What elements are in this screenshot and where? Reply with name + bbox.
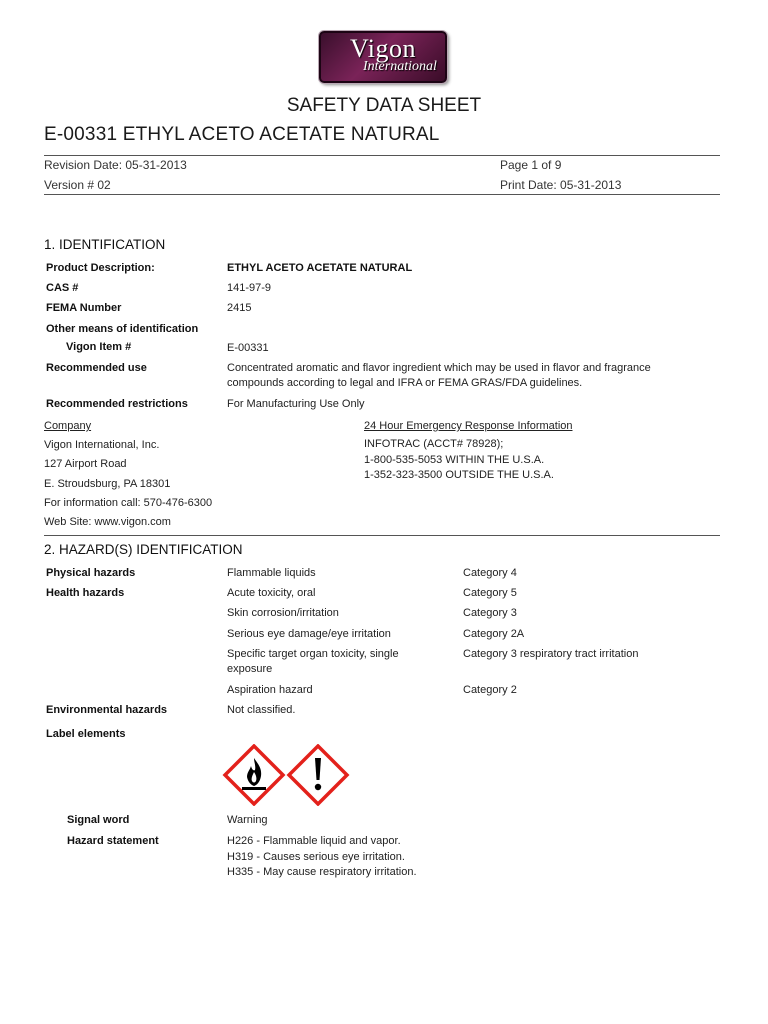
restrictions-value: For Manufacturing Use Only bbox=[227, 398, 365, 410]
company-info-call: For information call: 570-476-6300 bbox=[44, 497, 213, 509]
hazard-row-5-name-line-1: Specific target organ toxicity, single bbox=[227, 648, 399, 660]
other-means-label: Other means of identification bbox=[46, 323, 199, 335]
hazard-row-2-name: Acute toxicity, oral bbox=[227, 587, 316, 599]
hazard-row-6-category: Category 2 bbox=[463, 684, 517, 696]
header-divider-top bbox=[44, 155, 720, 156]
company-website[interactable]: Web Site: www.vigon.com bbox=[44, 516, 171, 528]
hazard-row-6-name: Aspiration hazard bbox=[227, 684, 313, 696]
hazard-statement-3: H335 - May cause respiratory irritation. bbox=[227, 866, 417, 878]
fema-value: 2415 bbox=[227, 302, 252, 314]
hazard-row-4-name: Serious eye damage/eye irritation bbox=[227, 628, 391, 640]
flame-pictogram-icon bbox=[225, 746, 283, 804]
signal-word-label: Signal word bbox=[67, 814, 130, 826]
company-address-2: E. Stroudsburg, PA 18301 bbox=[44, 478, 171, 490]
physical-hazards-label: Physical hazards bbox=[46, 567, 136, 579]
ghs-pictograms bbox=[222, 744, 350, 806]
version-number: Version # 02 bbox=[44, 178, 111, 192]
recommended-use-line-2: compounds according to legal and IFRA or FEMA GRAS/FDA guidelines. bbox=[227, 377, 583, 389]
print-date: Print Date: 05-31-2013 bbox=[500, 178, 622, 192]
label-elements-label: Label elements bbox=[46, 728, 126, 740]
recommended-use-label: Recommended use bbox=[46, 362, 147, 374]
product-title: E-00331 ETHYL ACETO ACETATE NATURAL bbox=[44, 124, 440, 145]
environmental-hazards-value: Not classified. bbox=[227, 704, 296, 716]
hazard-row-4-category: Category 2A bbox=[463, 628, 525, 640]
product-description-value: ETHYL ACETO ACETATE NATURAL bbox=[227, 262, 413, 274]
header-divider-bottom bbox=[44, 194, 720, 195]
exclamation-mark-pictogram-icon bbox=[289, 746, 347, 804]
vigon-logo bbox=[319, 31, 447, 83]
cas-label: CAS # bbox=[46, 282, 79, 294]
emergency-line-3: 1-352-323-3500 OUTSIDE THE U.S.A. bbox=[364, 469, 554, 481]
document-title: SAFETY DATA SHEET bbox=[286, 95, 482, 116]
logo-sub-text: International bbox=[363, 59, 437, 74]
hazard-row-1-category: Category 4 bbox=[463, 567, 517, 579]
fema-label: FEMA Number bbox=[46, 302, 122, 314]
logo-main-text: Vigon bbox=[350, 34, 416, 63]
cas-value: 141-97-9 bbox=[227, 282, 272, 294]
health-hazards-label: Health hazards bbox=[46, 587, 125, 599]
hazard-statement-2: H319 - Causes serious eye irritation. bbox=[227, 851, 405, 863]
hazard-statement-1: H226 - Flammable liquid and vapor. bbox=[227, 835, 401, 847]
signal-word-value: Warning bbox=[227, 814, 268, 826]
page-number: Page 1 of 9 bbox=[500, 158, 562, 172]
company-heading: Company bbox=[44, 420, 92, 432]
hazard-row-5-category: Category 3 respiratory tract irritation bbox=[463, 648, 639, 660]
section-1-heading: 1. IDENTIFICATION bbox=[44, 237, 166, 252]
section-divider bbox=[44, 535, 720, 536]
hazard-row-1-name: Flammable liquids bbox=[227, 567, 316, 579]
emergency-line-1: INFOTRAC (ACCT# 78928); bbox=[364, 438, 504, 450]
recommended-use-line-1: Concentrated aromatic and flavor ingredient which may be used in flavor and fragrance bbox=[227, 362, 651, 374]
hazard-row-5-name-line-2: exposure bbox=[227, 663, 273, 675]
vigon-item-label: Vigon Item # bbox=[66, 341, 132, 353]
hazard-statement-label: Hazard statement bbox=[67, 835, 159, 847]
emergency-line-2: 1-800-535-5053 WITHIN THE U.S.A. bbox=[364, 454, 545, 466]
company-name: Vigon International, Inc. bbox=[44, 439, 160, 451]
restrictions-label: Recommended restrictions bbox=[46, 398, 188, 410]
revision-date: Revision Date: 05-31-2013 bbox=[44, 158, 187, 172]
emergency-heading: 24 Hour Emergency Response Information bbox=[364, 420, 573, 432]
hazard-row-2-category: Category 5 bbox=[463, 587, 517, 599]
product-description-label: Product Description: bbox=[46, 262, 155, 274]
vigon-item-value: E-00331 bbox=[227, 342, 269, 354]
hazard-row-3-category: Category 3 bbox=[463, 607, 517, 619]
section-2-heading: 2. HAZARD(S) IDENTIFICATION bbox=[44, 542, 243, 557]
company-address-1: 127 Airport Road bbox=[44, 458, 127, 470]
hazard-row-3-name: Skin corrosion/irritation bbox=[227, 607, 339, 619]
environmental-hazards-label: Environmental hazards bbox=[46, 704, 168, 716]
